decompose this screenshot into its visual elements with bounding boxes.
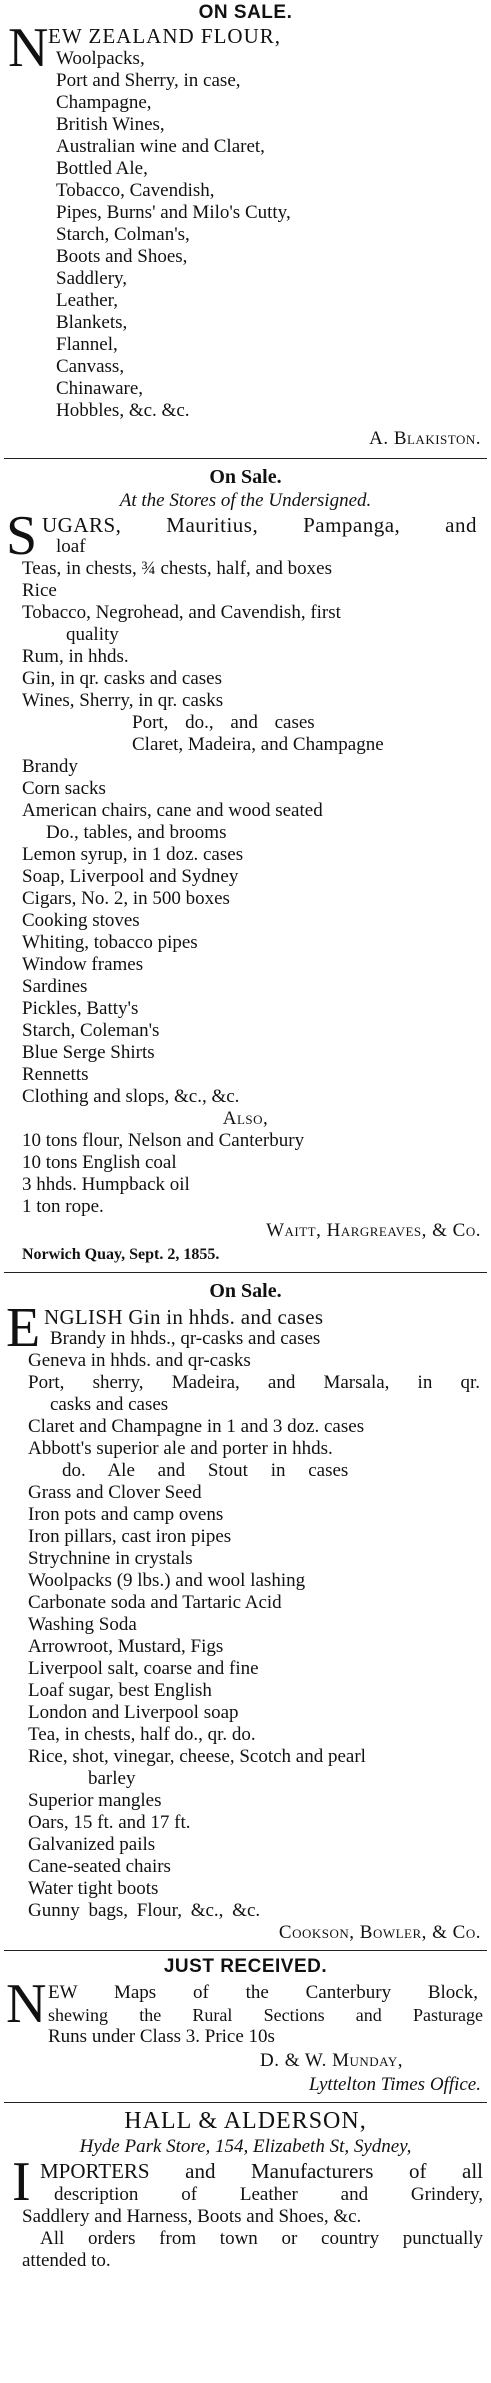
ad2-item: Teas, in chests, ¾ chests, half, and boxes — [22, 558, 332, 579]
ad2-item: Cooking stoves — [22, 910, 140, 931]
ad3-item: casks and cases — [50, 1394, 169, 1415]
ad1-item: Starch, Colman's, — [56, 224, 190, 245]
ad1-item: Canvass, — [56, 356, 125, 377]
ad2-item: Cigars, No. 2, in 500 boxes — [22, 888, 230, 909]
column-rule — [4, 458, 487, 459]
ad1-item: Flannel, — [56, 334, 118, 355]
ad1-item: Boots and Shoes, — [56, 246, 188, 267]
ad5-subheading: Hyde Park Store, 154, Elizabeth St, Sydney, — [79, 2136, 412, 2157]
ad1-item: Tobacco, Cavendish, — [56, 180, 215, 201]
column-rule — [4, 1950, 487, 1951]
ad2-item: quality — [66, 624, 119, 645]
column-rule — [4, 2102, 487, 2103]
ad2-item: Rum, in hhds. — [22, 646, 129, 667]
ad2-item: Sardines — [22, 976, 88, 997]
ad2-item: Clothing and slops, &c., &c. — [22, 1086, 240, 1107]
ad2-item: Window frames — [22, 954, 144, 975]
ad1-signature: A. Blakiston. — [369, 428, 481, 449]
ad2-signature: Waitt, Hargreaves, & Co. — [266, 1220, 481, 1241]
ad4-line: shewing the Rural Sections and Pasturage — [48, 2005, 483, 2025]
ad1-drop-cap: N — [8, 17, 49, 79]
ad5-line: description of Leather and Grindery, — [54, 2184, 483, 2205]
ad2-item: Corn sacks — [22, 778, 106, 799]
ad1-item: Port and Sherry, in case, — [56, 70, 241, 91]
ad2-item: Brandy — [22, 756, 78, 777]
ad4-first-line: EW Maps of the Canterbury Block, — [48, 1982, 478, 2003]
ad3-item: Carbonate soda and Tartaric Acid — [28, 1592, 282, 1613]
ad3-item: Rice, shot, vinegar, cheese, Scotch and pearl — [28, 1746, 366, 1767]
ad5-line: All orders from town or country punctually — [40, 2228, 483, 2249]
ad3-item: Geneva in hhds. and qr-casks — [28, 1350, 251, 1371]
ad2-item: Whiting, tobacco pipes — [22, 932, 198, 953]
ad3-item: Oars, 15 ft. and 17 ft. — [28, 1812, 191, 1833]
ad2-dateline: Norwich Quay, Sept. 2, 1855. — [22, 1246, 220, 1263]
ad3-item: Tea, in chests, half do., qr. do. — [28, 1724, 256, 1745]
ad3-item: Iron pillars, cast iron pipes — [28, 1526, 232, 1547]
ad3-item: Galvanized pails — [28, 1834, 156, 1855]
ad2-item: Rice — [22, 580, 57, 601]
ad2-also-label: Also, — [222, 1108, 269, 1129]
ad2-heading: On Sale. — [209, 466, 282, 488]
ad2-item: American chairs, cane and wood seated — [22, 800, 323, 821]
ad2-second-line: loaf — [56, 536, 86, 557]
ad2-item: Lemon syrup, in 1 doz. cases — [22, 844, 244, 865]
ad3-item: Port, sherry, Madeira, and Marsala, in qr. — [28, 1372, 480, 1393]
ad3-item: London and Liverpool soap — [28, 1702, 239, 1723]
ad2-item: Wines, Sherry, in qr. casks — [22, 690, 224, 711]
ad1-item: Pipes, Burns' and Milo's Cutty, — [56, 202, 291, 223]
ad3-first-line: NGLISH Gin in hhds. and cases — [44, 1305, 324, 1329]
ad3-item: Liverpool salt, coarse and fine — [28, 1658, 259, 1679]
ad3-item: Brandy in hhds., qr-casks and cases — [50, 1328, 321, 1349]
ad3-item: Washing Soda — [28, 1614, 137, 1635]
ad5-drop-cap: I — [12, 2151, 31, 2213]
ad3-item: Abbott's superior ale and porter in hhds. — [28, 1438, 333, 1459]
ad3-item: Woolpacks (9 lbs.) and wool lashing — [28, 1570, 306, 1591]
ad1-heading: ON SALE. — [198, 2, 293, 23]
ad2-first-line: UGARS, Mauritius, Pampanga, and — [42, 513, 477, 537]
ad2-item: Do., tables, and brooms — [46, 822, 227, 843]
ad4-office: Lyttelton Times Office. — [308, 2074, 481, 2095]
ad4-heading: JUST RECEIVED. — [163, 1956, 328, 1977]
ad2-also-item: 10 tons English coal — [22, 1152, 177, 1173]
ad2-item: Pickles, Batty's — [22, 998, 139, 1019]
ad1-item: Woolpacks, — [56, 48, 145, 69]
ad2-item: Rennetts — [22, 1064, 89, 1085]
ad2-item: Gin, in qr. casks and cases — [22, 668, 222, 689]
ad1-item: British Wines, — [56, 114, 165, 135]
ad2-drop-cap: S — [6, 505, 38, 567]
ad2-item: Claret, Madeira, and Champagne — [132, 734, 384, 755]
ad2-also-item: 3 hhds. Humpback oil — [22, 1174, 190, 1195]
ad3-item: Water tight boots — [28, 1878, 159, 1899]
ad2-also-item: 10 tons flour, Nelson and Canterbury — [22, 1130, 305, 1151]
ad2-item: Soap, Liverpool and Sydney — [22, 866, 239, 887]
ad1-item: Blankets, — [56, 312, 128, 333]
ad3-item: barley — [88, 1768, 136, 1789]
ad3-item: Loaf sugar, best English — [28, 1680, 212, 1701]
ad1-item: Saddlery, — [56, 268, 128, 289]
ad4-drop-cap: N — [6, 1973, 47, 2035]
ad5-line: Saddlery and Harness, Boots and Shoes, &c. — [22, 2206, 362, 2227]
ad2-item: Blue Serge Shirts — [22, 1042, 155, 1063]
ad1-item: Chinaware, — [56, 378, 144, 399]
ad1-first-line: EW ZEALAND FLOUR, — [48, 24, 282, 48]
ad1-item: Bottled Ale, — [56, 158, 148, 179]
ad1-item: Champagne, — [56, 92, 152, 113]
ad2-also-item: 1 ton rope. — [22, 1196, 104, 1217]
ad2-item: Starch, Coleman's — [22, 1020, 160, 1041]
ad3-item: Cane-seated chairs — [28, 1856, 171, 1877]
ad1-item: Australian wine and Claret, — [56, 136, 265, 157]
ad3-heading: On Sale. — [209, 1280, 282, 1302]
ad3-item: Arrowroot, Mustard, Figs — [28, 1636, 224, 1657]
ad2-subheading: At the Stores of the Undersigned. — [119, 490, 372, 511]
ad3-item: Superior mangles — [28, 1790, 162, 1811]
ad3-signature: Cookson, Bowler, & Co. — [278, 1922, 481, 1943]
ad4-signature: D. & W. Munday, — [260, 2050, 403, 2071]
ad3-item: Claret and Champagne in 1 and 3 doz. cases — [28, 1416, 365, 1437]
ad5-heading: HALL & ALDERSON, — [124, 2108, 367, 2134]
ad3-item: Gunny bags, Flour, &c., &c. — [28, 1900, 261, 1921]
ad1-item: Hobbles, &c. &c. — [56, 400, 190, 421]
ad4-line: Runs under Class 3. Price 10s — [48, 2026, 275, 2047]
ad3-drop-cap: E — [6, 1297, 41, 1359]
ad2-item: Port, do., and cases — [132, 712, 315, 733]
ad5-first-line: MPORTERS and Manufacturers of all — [40, 2159, 483, 2183]
ad5-line: attended to. — [22, 2250, 111, 2271]
ad3-item: Iron pots and camp ovens — [28, 1504, 224, 1525]
ad3-item: Strychnine in crystals — [28, 1548, 193, 1569]
ad1-item: Leather, — [56, 290, 119, 311]
ad2-item: Tobacco, Negrohead, and Cavendish, first — [22, 602, 341, 623]
ad3-item: do. Ale and Stout in cases — [62, 1460, 349, 1481]
column-rule — [4, 1272, 487, 1273]
ad3-item: Grass and Clover Seed — [28, 1482, 202, 1503]
